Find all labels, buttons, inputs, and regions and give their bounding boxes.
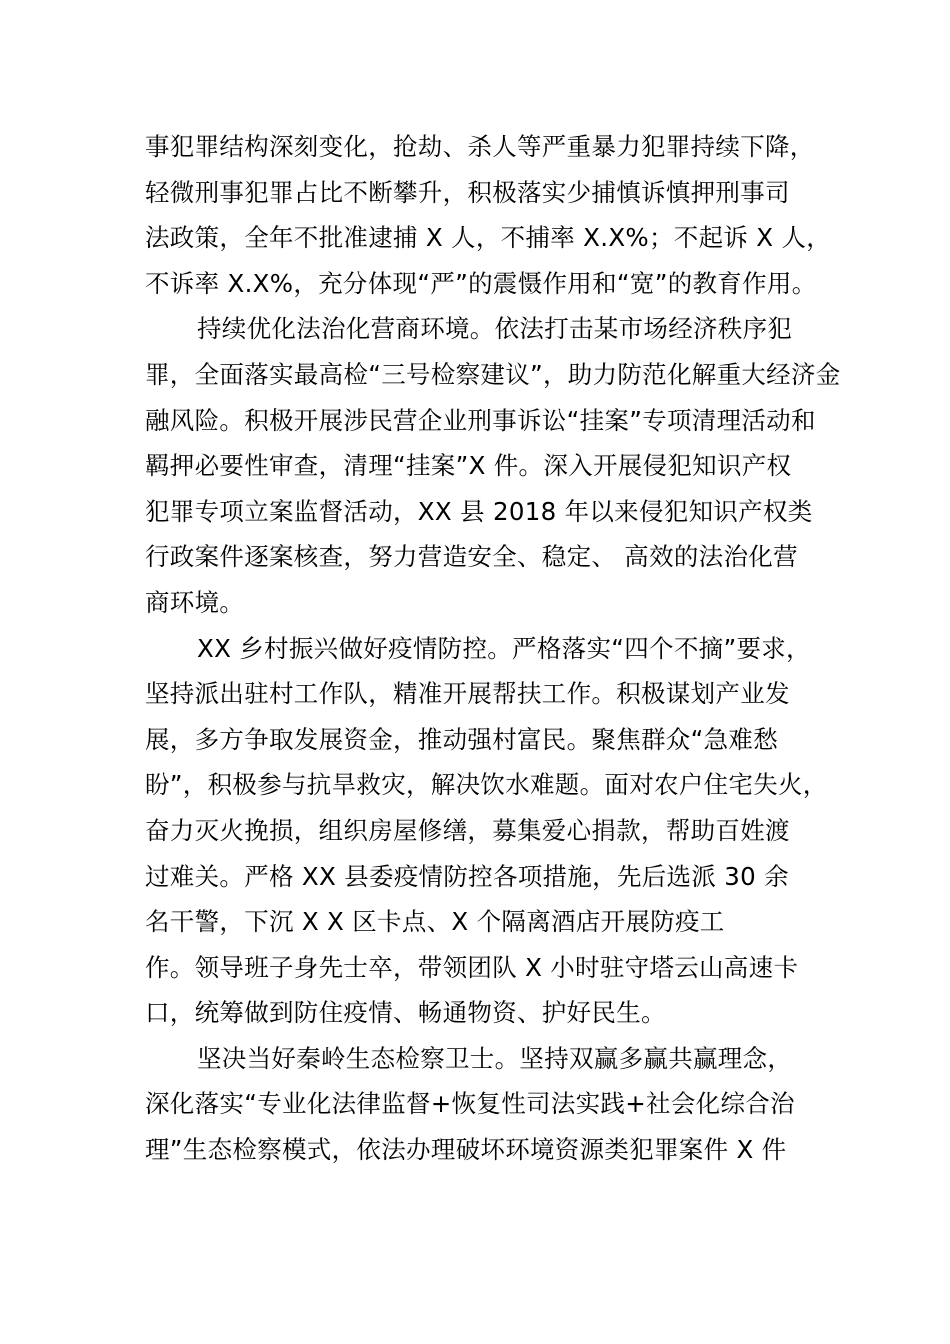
text-line: 坚决当好秦岭生态检察卫士。坚持双赢多赢共赢理念， <box>197 1043 793 1073</box>
paragraph <box>145 1036 845 1173</box>
text-line: 羁押必要性审查，清理“挂案”X 件。深入开展侵犯知识产权 <box>145 451 792 481</box>
text-line: 商环境。 <box>145 587 245 617</box>
paragraph <box>145 945 845 1036</box>
text-line: 犯罪专项立案监督活动，XX 县 2018 年以来侵犯知识产权类 <box>145 496 813 526</box>
text-line: 作。领导班子身先士卒，带领团队 X 小时驻守塔云山高速卡 <box>145 952 799 982</box>
paragraph <box>145 124 845 306</box>
text-line: 展，多方争取发展资金，推动强村富民。聚焦群众“急难愁 <box>145 724 778 754</box>
paragraph <box>145 626 845 945</box>
text-line: 持续优化法治化营商环境。依法打击某市场经济秩序犯 <box>197 314 793 344</box>
text-line: 名干警，下沉 X X 区卡点、X 个隔离酒店开展防疫工 <box>145 907 725 937</box>
text-line: 行政案件逐案核查，努力营造安全、稳定、 高效的法治化营 <box>145 542 798 572</box>
text-line: XX 乡村振兴做好疫情防控。严格落实“四个不摘”要求， <box>197 633 811 663</box>
text-line: 理”生态检察模式，依法办理破坏环境资源类犯罪案件 X 件 <box>145 1135 787 1165</box>
text-line: 罪，全面落实最高检“三号检察建议”，助力防范化解重大经济金 <box>145 359 841 389</box>
text-line: 深化落实“专业化法律监督+恢复性司法实践+社会化综合治 <box>145 1089 795 1119</box>
text-line: 盼”，积极参与抗旱救灾，解决饮水难题。面对农户住宅失火， <box>145 770 828 800</box>
text-line: 口，统筹做到防住疫情、畅通物资、护好民生。 <box>145 998 666 1028</box>
text-line: 坚持派出驻村工作队，精准开展帮扶工作。积极谋划产业发 <box>145 679 790 709</box>
text-line: 奋力灭火挽损，组织房屋修缮，募集爱心捐款，帮助百姓渡 <box>145 815 790 845</box>
paragraph <box>145 306 845 625</box>
document-body <box>145 124 845 1173</box>
text-line: 不诉率 X.X%，充分体现“严”的震慑作用和“宽”的教育作用。 <box>145 268 817 298</box>
text-line: 过难关。严格 XX 县委疫情防控各项措施，先后选派 30 余 <box>145 861 789 891</box>
text-line: 轻微刑事犯罪占比不断攀升，积极落实少捕慎诉慎押刑事司 <box>145 177 790 207</box>
text-line: 事犯罪结构深刻变化，抢劫、杀人等严重暴力犯罪持续下降， <box>145 132 815 161</box>
text-line: 融风险。积极开展涉民营企业刑事诉讼“挂案”专项清理活动和 <box>145 405 816 435</box>
text-line: 法政策，全年不批准逮捕 X 人，不捕率 X.X%；不起诉 X 人， <box>145 223 832 253</box>
